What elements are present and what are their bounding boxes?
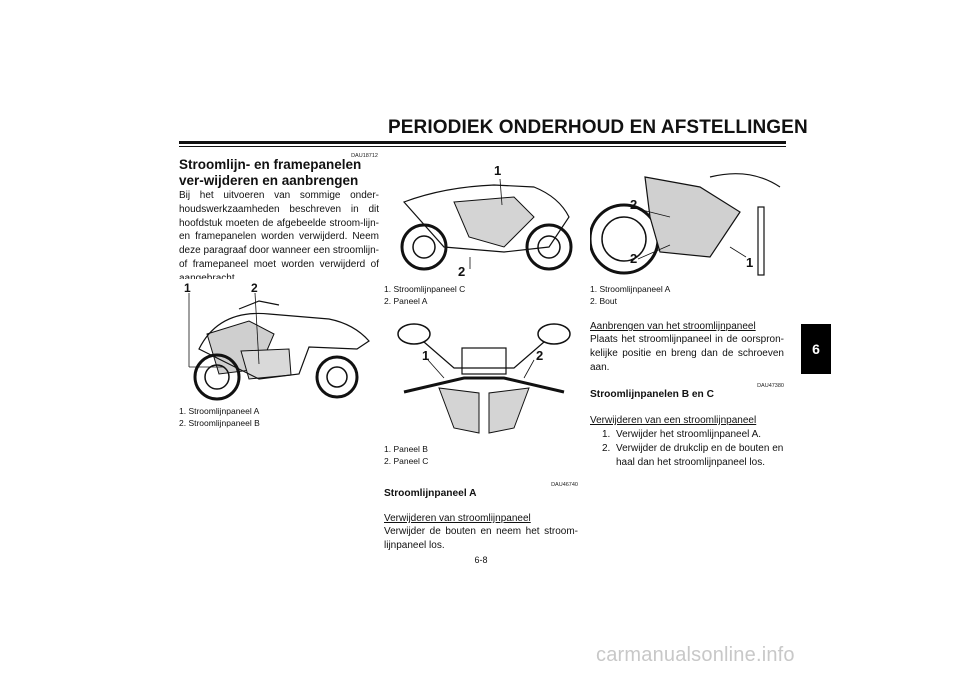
- paragraph: Verwijder de bouten en neem het stroom-lijnpaneel los.: [384, 526, 578, 551]
- page-number: 6-8: [474, 555, 488, 565]
- motorcycle-left-illustration: [179, 279, 379, 401]
- callout-2: 2: [536, 348, 544, 363]
- caption-item: 2. Paneel A: [384, 296, 428, 306]
- figure-captions-left: [179, 405, 379, 429]
- page-title: PERIODIEK ONDERHOUD EN AFSTELLINGEN: [388, 117, 808, 138]
- figure-captions-middle-top: [384, 283, 584, 307]
- callout-2: 2: [458, 264, 466, 279]
- step-number: 1.: [602, 429, 611, 440]
- cockpit-illustration: [384, 318, 584, 440]
- caption-item: 1. Stroomlijnpaneel A: [179, 406, 260, 416]
- intro-paragraph: Bij het uitvoeren van sommige onder-houdswerkzaamheden beschreven in dit hoofdstuk moeten de afgebeelde stroom-lijn- en framepanelen worden verwijderd. Neem deze paragraaf door wanneer een stroomlijn- of framepaneel moet worden verwijderd of: [179, 190, 379, 270]
- caption-item: 1. Stroomlijnpaneel A: [590, 284, 671, 294]
- motorcycle-right-illustration: [384, 157, 584, 279]
- header-rule-thin: [179, 146, 786, 147]
- subheading: Verwijderen van stroomlijnpaneel: [384, 513, 531, 524]
- caption-item: 2. Stroomlijnpaneel B: [179, 418, 260, 428]
- section-code: DAU47380: [757, 383, 784, 389]
- section-heading: Stroomlijn- en framepanelen ver-wijderen en aanbrengen: [179, 157, 362, 188]
- section-heading: Stroomlijnpanelen B en C: [590, 389, 714, 400]
- caption-item: 1. Stroomlijnpaneel C: [384, 284, 466, 294]
- subheading: Verwijderen van een stroomlijnpaneel: [590, 415, 757, 426]
- header-rule: [179, 141, 786, 144]
- list-item: [602, 442, 784, 470]
- callout-2: 2: [251, 281, 258, 295]
- watermark: carmanualsonline.info: [596, 644, 795, 666]
- list-item: [602, 428, 784, 442]
- figure-captions-right: [590, 283, 785, 307]
- steps-list: [602, 428, 784, 469]
- step-text: Verwijder het stroomlijnpaneel A.: [616, 429, 762, 440]
- chapter-tab: 6: [801, 324, 831, 374]
- section-code: DAU46740: [551, 482, 578, 488]
- callout-1: 1: [494, 163, 502, 178]
- caption-item: 2. Paneel C: [384, 456, 429, 466]
- section-code: DAU18712: [351, 153, 378, 159]
- section-heading: Stroomlijnpaneel A: [384, 488, 477, 499]
- step-number: 2.: [602, 442, 611, 454]
- callout-1: 1: [184, 281, 191, 295]
- step-text: Verwijder de drukclip en de bouten en haal dan het stroomlijnpaneel los.: [616, 442, 784, 468]
- figure-captions-middle-bottom: [384, 443, 584, 467]
- callout-2: 2: [630, 197, 638, 212]
- callout-2: 2: [630, 251, 638, 266]
- fairing-closeup-illustration: [590, 157, 785, 279]
- caption-item: 1. Paneel B: [384, 444, 428, 454]
- paragraph: Plaats het stroomlijnpaneel in de oorspron-kelijke positie en breng dan de schroeven aan.: [590, 334, 784, 373]
- callout-1: 1: [746, 255, 754, 270]
- caption-item: 2. Bout: [590, 296, 617, 306]
- callout-1: 1: [422, 348, 430, 363]
- subheading: Aanbrengen van het stroomlijnpaneel: [590, 321, 756, 332]
